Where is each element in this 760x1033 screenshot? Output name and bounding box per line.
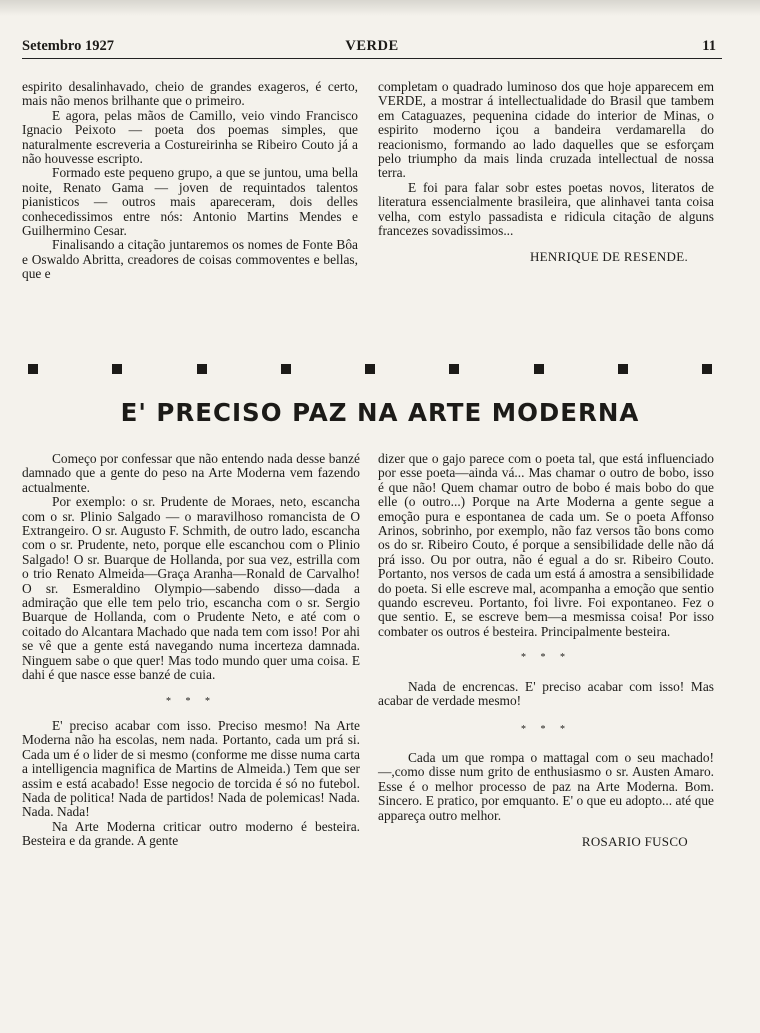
author-signature: ROSARIO FUSCO bbox=[581, 833, 688, 849]
article2-right-column bbox=[378, 452, 714, 849]
scan-shadow bbox=[0, 0, 760, 16]
article1-right-column bbox=[378, 80, 714, 265]
paragraph: completam o quadrado luminoso dos que hoje apparecem em VERDE, a mostrar á intellectualidade do Brasil que tambem em Cataguazes, pequenina cidade do interior de Minas, o espirito moderno içou a bandeira verdamarella do reacionismo, formando ao lado daquelles que se esforçam pelo triumpho da mais linda cruzada intellectual de nossa terra. bbox=[378, 79, 714, 181]
paragraph: Por exemplo: o sr. Prudente de Moraes, neto, escancha com o sr. Plinio Salgado — o maravilhoso romancista de O Extrangeiro. O sr. Augusto F. Schmith, de outro lado, escancha com o sr. Prudente, neto, porque elle escanchou com o Plinio Salgado! O sr. Buarque de Hollanda, por sua vez, estrilla com o trio Renato Almeida—Graça Aranha—Ronald de Carvalho! O sr. Esmeraldino Olympio—sabendo disso—dada a admiração que elle tem pelo trio, escancha com o sr. Sergio Buarque de Hollanda, com o Prudente Neto, e até com o coitado do Alcantara Machado que nada tem com isso! Por ahi se vê que a gente está navegando numa incerteza damnada. Ninguem sabe o que quer! Mas todo mundo quer uma coisa. E dahi é que nasce esse banzé de cuia. bbox=[22, 494, 360, 683]
paragraph: Cada um que rompa o mattagal com o seu machado!—,como disse num grito de enthusiasmo o sr. Austen Amaro. Esse é o melhor processo de paz na Arte Moderna. Bom. Sincero. E pratico, por emquanto. E' o que eu adopto... até que appareça outro melhor. bbox=[378, 749, 714, 823]
section-divider bbox=[28, 364, 712, 376]
page-header bbox=[22, 36, 722, 59]
section-break: * * * bbox=[521, 723, 571, 735]
divider-square bbox=[365, 364, 375, 374]
paragraph: Finalisando a citação juntaremos os nomes de Fonte Bôa e Oswaldo Abritta, creadores de coisas commoventes e bellas, que e bbox=[22, 237, 358, 282]
article2-left-column bbox=[22, 452, 360, 849]
divider-square bbox=[702, 364, 712, 374]
paragraph: espirito desalinhavado, cheio de grandes exageros, é certo, mais não menos brilhante que o primeiro. bbox=[22, 79, 358, 109]
divider-square bbox=[534, 364, 544, 374]
divider-square bbox=[281, 364, 291, 374]
paragraph: E agora, pelas mãos de Camillo, veio vindo Francisco Ignacio Peixoto — poeta dos poemas simples, que naturalmente escreveria a Costureirinha se Ribeiro Couto já a não houvesse escripto. bbox=[22, 107, 358, 167]
section-break: * * * bbox=[521, 652, 571, 664]
paragraph: Nada de encrencas. E' preciso acabar com isso! Mas acabar de verdade mesmo! bbox=[378, 678, 714, 709]
paragraph: Começo por confessar que não entendo nada desse banzé damnado que a gente do peso na Arte Moderna vem fazendo actualmente. bbox=[22, 451, 360, 495]
divider-square bbox=[197, 364, 207, 374]
header-magazine-title: VERDE bbox=[345, 38, 399, 54]
author-signature: HENRIQUE DE RESENDE. bbox=[529, 249, 688, 265]
section-break: * * * bbox=[166, 695, 216, 707]
article-title: E' PRECISO PAZ NA ARTE MODERNA bbox=[120, 398, 640, 427]
paragraph: dizer que o gajo parece com o poeta tal, que está influenciado por esse poeta—ainda vá... Mas chamar o outro de bobo, isso é que não! Quem chamar outro de bobo é mais bobo do que elle (o outro...) Porque na Arte Moderna a gente segue a emoção pura e espontanea de cada um. Se o poeta Affonso Arinos, sobrinho, por exemplo, não faz versos tão bons como os do sr. Ribeiro Couto, é porque a sensibilidade delle não dá prá isso. Ou por outra, não é egual a do sr. Ribeiro Couto. Portanto, nos versos de cada um está á amostra a sensibilidade do poeta. Si elle escreve mal, acompanha a emoção que sentio quando escreveu. Portanto, foi livre. Foi expontaneo. Fez o que sentio. E, se escreve bem—a mesmissa coisa! Por isso combater os outros é besteira. Principalmente besteira. bbox=[378, 451, 714, 639]
header-page-number: 11 bbox=[702, 38, 716, 54]
divider-square bbox=[618, 364, 628, 374]
paragraph: E' preciso acabar com isso. Preciso mesmo! Na Arte Moderna não ha escolas, nem nada. Portanto, cada um prá si. Cada um é o lider de si mesmo (conforme me disse numa carta a intelligencia magnifica de Martins de Almeida.) Tem que ser assim e está acabado! Esse negocio de torcida é só no futebol. Nada de politica! Nada de partidos! Nada de polemicas! Nada. Nada. Nada! bbox=[22, 717, 360, 820]
paragraph: Na Arte Moderna criticar outro moderno é besteira. Besteira e da grande. A gente bbox=[22, 818, 360, 849]
divider-square bbox=[28, 364, 38, 374]
paragraph: E foi para falar sobr estes poetas novos, literatos de literatura essencialmente brasileira, que alinhavei tanta coisa velha, com estylo passadista e ridicula citação de alguns francezes sovadissimos... bbox=[378, 179, 714, 239]
header-date: Setembro 1927 bbox=[22, 38, 114, 54]
paragraph: Formado este pequeno grupo, a que se juntou, uma bella noite, Renato Gama — joven de requintados talentos pianisticos — outros mais apareceram, dois delles conhecedissimos entre nós: Antonio Martins Mendes e Guilhermino Cesar. bbox=[22, 165, 358, 239]
article1-left-column bbox=[22, 80, 358, 282]
divider-square bbox=[112, 364, 122, 374]
divider-square bbox=[449, 364, 459, 374]
